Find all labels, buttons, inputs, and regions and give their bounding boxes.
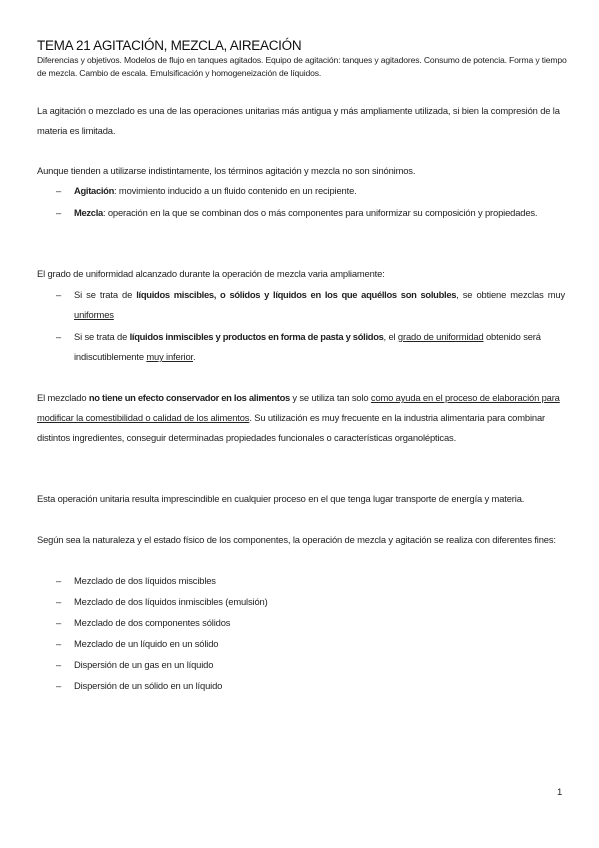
conservation-mid: y se utiliza tan solo — [289, 392, 371, 403]
mezcla-item — [74, 203, 565, 223]
conservation-post: . Su utilización es muy frecuente en la industria alimentaria para combinar distintos ingredientes, conseguir determinadas propiedades funcionales o características organolépticas. — [37, 412, 546, 443]
conservation-pre: El mezclado — [37, 392, 89, 403]
terms-lead: Aunque tienden a utilizarse indistintamente, los términos agitación y mezcla no son sinónimos. — [37, 165, 416, 176]
miscible-mid: , se obtiene mezclas muy — [456, 289, 565, 300]
list-item: Mezclado de dos líquidos inmiscibles (emulsión) — [74, 596, 268, 607]
inmiscible-bold: líquidos inmiscibles y productos en forma de pasta y sólidos — [129, 331, 384, 342]
mezcla-definition: : operación en la que se combinan dos o más componentes para uniformizar su composición y propiedades. — [102, 207, 538, 218]
list-item: Mezclado de dos líquidos miscibles — [74, 575, 216, 586]
bullet-dash: – — [56, 289, 62, 300]
bullet-dash: – — [56, 185, 62, 196]
list-item: Dispersión de un gas en un líquido — [74, 659, 214, 670]
bullet-dash: – — [56, 638, 62, 649]
bullet-dash: – — [56, 207, 62, 218]
purposes-paragraph-1: Esta operación unitaria resulta imprescindible en cualquier proceso en el que tenga lugar transporte de energía y materia. — [37, 493, 525, 504]
document-subtitle: Diferencias y objetivos. Modelos de flujo en tanques agitados. Equipo de agitación: tanques y agitadores. Consumo de potencia. Forma y tiempo de mezcla. Cambio de escala. Emulsificación y homogeneización de líquidos. — [37, 55, 567, 78]
list-item: Mezclado de dos componentes sólidos — [74, 617, 231, 628]
miscible-pre: Si se trata de — [74, 289, 137, 300]
agitacion-definition: : movimiento inducido a un fluido contenido en un recipiente. — [114, 185, 357, 196]
agitacion-term: Agitación — [74, 185, 115, 196]
list-item: Mezclado de un líquido en un sólido — [74, 638, 219, 649]
agitacion-item — [74, 181, 565, 201]
inmiscible-item — [74, 327, 565, 367]
inmiscible-end: . — [193, 351, 196, 362]
inmiscible-underline-inferior: muy inferior — [146, 351, 193, 362]
inmiscible-underline-grado: grado de uniformidad — [397, 331, 484, 342]
conservation-underline: como ayuda en el proceso de elaboración para modificar la comestibilidad o calidad de los alimentos — [37, 392, 560, 423]
inmiscible-mid2: obtenido será indiscutiblemente — [74, 331, 541, 362]
miscible-underline: uniformes — [74, 309, 114, 320]
conservation-bold: no tiene un efecto conservador en los alimentos — [88, 392, 290, 403]
document-title: TEMA 21 AGITACIÓN, MEZCLA, AIREACIÓN — [37, 38, 302, 53]
page-number: 1 — [557, 787, 563, 798]
bullet-dash: – — [56, 659, 62, 670]
conservation-paragraph — [37, 388, 565, 448]
miscible-bold: líquidos miscibles, o sólidos y líquidos en los que aquéllos son solubles — [136, 289, 457, 300]
miscible-item — [74, 285, 565, 325]
purposes-paragraph-2: Según sea la naturaleza y el estado físico de los componentes, la operación de mezcla y agitación se realiza con diferentes fines: — [37, 534, 556, 545]
mezcla-term: Mezcla — [74, 207, 103, 218]
bullet-dash: – — [56, 680, 62, 691]
list-item: Dispersión de un sólido en un líquido — [74, 680, 223, 691]
bullet-dash: – — [56, 617, 62, 628]
inmiscible-pre: Si se trata de — [74, 331, 130, 342]
intro-paragraph: La agitación o mezclado es una de las operaciones unitarias más antigua y más ampliamente utilizada, si bien la compresión de la materia es limitada. — [37, 105, 560, 136]
inmiscible-mid: , el — [383, 331, 398, 342]
bullet-dash: – — [56, 596, 62, 607]
uniformity-lead: El grado de uniformidad alcanzado durante la operación de mezcla varia ampliamente: — [37, 268, 385, 279]
bullet-dash: – — [56, 575, 62, 586]
bullet-dash: – — [56, 331, 62, 342]
